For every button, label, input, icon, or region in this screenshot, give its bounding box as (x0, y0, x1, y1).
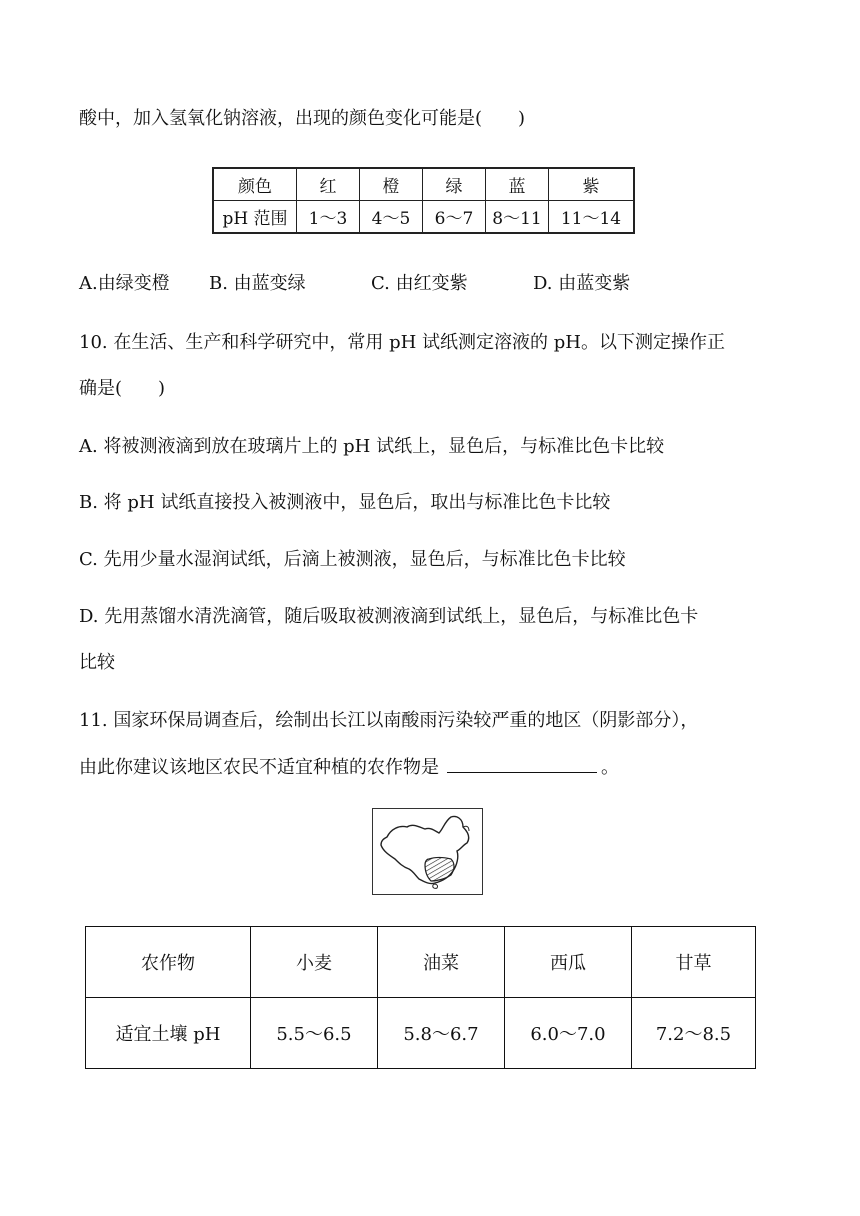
stem-text: 由此你建议该地区农民不适宜种植的农作物是 (79, 757, 439, 778)
soil-ph-cell: 6.0～7.0 (505, 998, 632, 1069)
color-cell: 绿 (423, 168, 486, 201)
ph-range-cell: 4～5 (360, 201, 423, 234)
china-map-icon (373, 809, 481, 893)
crop-cell: 甘草 (632, 927, 756, 998)
option-b[interactable]: B. 由蓝变绿 (209, 273, 306, 294)
question-10-option-a[interactable]: A. 将被测液滴到放在玻璃片上的 pH 试纸上，显色后，与标准比色卡比较 (79, 436, 665, 457)
color-row (213, 168, 634, 201)
color-cell: 蓝 (486, 168, 549, 201)
ph-range-cell: 6～7 (423, 201, 486, 234)
crop-cell: 油菜 (378, 927, 505, 998)
soil-ph-header-cell: 适宜土壤 pH (86, 998, 251, 1069)
crop-ph-table (85, 926, 756, 1069)
color-header-cell: 颜色 (213, 168, 297, 201)
question-10-stem-line2: 确是( ) (79, 378, 166, 399)
ph-color-table (212, 167, 635, 234)
crop-cell: 小麦 (251, 927, 378, 998)
ph-range-cell: 1～3 (297, 201, 360, 234)
option-a[interactable]: A.由绿变橙 (79, 273, 170, 294)
question-10-option-b[interactable]: B. 将 pH 试纸直接投入被测液中，显色后，取出与标准比色卡比较 (79, 492, 611, 513)
question-11-stem-line1: 11. 国家环保局调查后，绘制出长江以南酸雨污染较严重的地区（阴影部分）， (79, 710, 699, 731)
soil-ph-row (86, 998, 756, 1069)
question-9-stem-end: 酸中，加入氢氧化钠溶液，出现的颜色变化可能是( ) (79, 108, 526, 129)
option-d[interactable]: D. 由蓝变紫 (533, 273, 631, 294)
color-cell: 紫 (549, 168, 635, 201)
soil-ph-cell: 5.5～6.5 (251, 998, 378, 1069)
color-cell: 橙 (360, 168, 423, 201)
question-10-option-c[interactable]: C. 先用少量水湿润试纸，后滴上被测液，显色后，与标准比色卡比较 (79, 549, 626, 570)
stem-period: 。 (601, 757, 619, 778)
option-c[interactable]: C. 由红变紫 (371, 273, 468, 294)
ph-range-cell: 8～11 (486, 201, 549, 234)
ph-range-row (213, 201, 634, 234)
color-cell: 红 (297, 168, 360, 201)
china-acid-rain-map (372, 808, 483, 895)
question-10-option-d-line2[interactable]: 比较 (79, 652, 115, 673)
question-9-options (79, 271, 630, 297)
ph-range-cell: 11～14 (549, 201, 635, 234)
ph-range-header-cell: pH 范围 (213, 201, 297, 234)
question-10-stem-line1: 10. 在生活、生产和科学研究中，常用 pH 试纸测定溶液的 pH。以下测定操作正 (79, 332, 725, 353)
question-10-option-d-line1[interactable]: D. 先用蒸馏水清洗滴管，随后吸取被测液滴到试纸上，显色后，与标准比色卡 (79, 606, 699, 627)
answer-blank[interactable] (447, 754, 597, 773)
crop-cell: 西瓜 (505, 927, 632, 998)
crop-row (86, 927, 756, 998)
crop-header-cell: 农作物 (86, 927, 251, 998)
soil-ph-cell: 7.2～8.5 (632, 998, 756, 1069)
question-11-stem-line2 (79, 754, 619, 781)
soil-ph-cell: 5.8～6.7 (378, 998, 505, 1069)
